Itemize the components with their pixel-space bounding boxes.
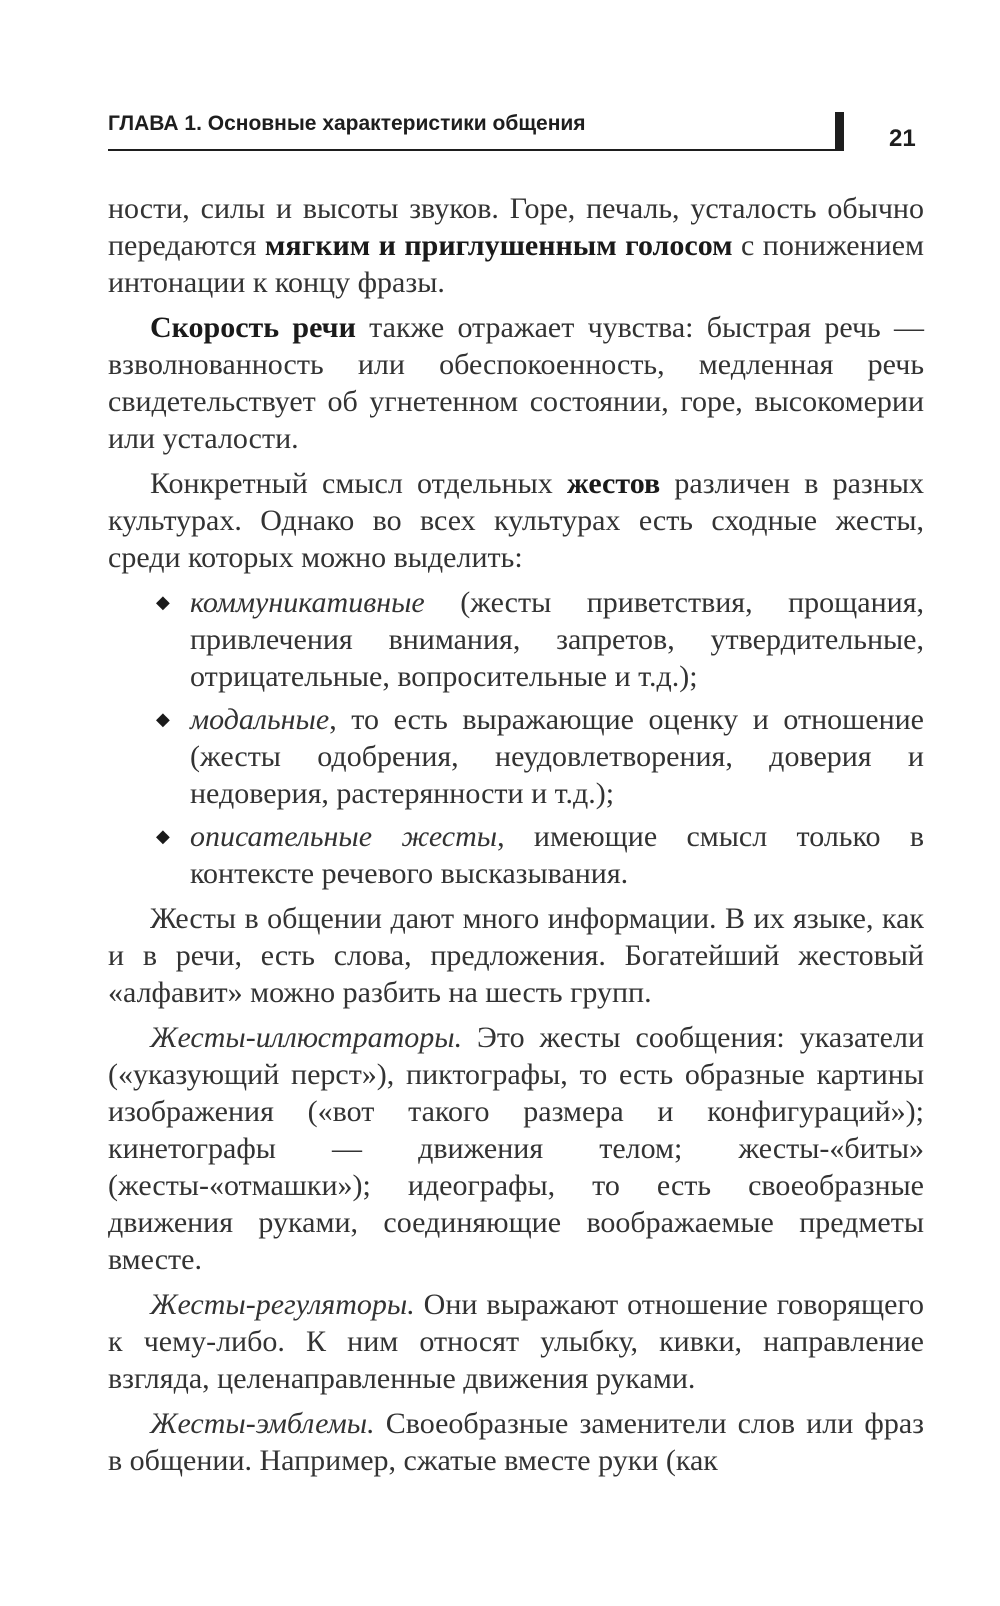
text-run: Жесты в общении дают много информации. В их языке, как и в речи, есть слова, предложения. Богатейший жестовый «алфавит» можно разбить на шесть групп. <box>108 902 924 1009</box>
gesture-types-list <box>108 584 924 892</box>
diamond-bullet-icon: ◆ <box>156 709 170 729</box>
italic-term: коммуникативные <box>190 586 425 619</box>
list-item <box>108 584 924 695</box>
italic-term: Жесты-эмблемы. <box>150 1407 375 1440</box>
paragraph-illustrators <box>108 1019 924 1278</box>
text-run: различен в разных культурах. Однако во всех культурах есть сходные жесты, среди которых можно выделить: <box>108 467 924 574</box>
text-run: также отражает чувства: быстрая речь — взволнованность или обеспокоенность, медленная речь свидетельствует об угнетенном состоянии, горе, высокомерии или усталости. <box>108 311 924 455</box>
paragraph-gestures-intro <box>108 465 924 576</box>
text-run: с понижением интонации к концу фразы. <box>108 229 924 299</box>
bold-term: жестов <box>567 467 661 500</box>
italic-term: Жесты-иллюстраторы. <box>150 1021 463 1054</box>
text-run: ности, силы и высоты звуков. Горе, печаль, усталость обычно передаются <box>108 192 924 262</box>
text-run: Они выражают отношение говорящего к чему-либо. К ним относят улыбку, кивки, направление взгляда, целенаправленные движения руками. <box>108 1288 924 1395</box>
diamond-bullet-icon: ◆ <box>156 592 170 612</box>
paragraph-gesture-info <box>108 900 924 1011</box>
text-run: (жесты приветствия, прощания, привлечения внимания, запретов, утвердительные, отрицательные, вопросительные и т.д.); <box>190 586 924 693</box>
header-marker <box>835 112 844 151</box>
text-run: Своеобразные заменители слов или фраз в общении. Например, сжатые вместе руки (как <box>108 1407 924 1477</box>
running-header <box>108 112 924 162</box>
italic-term: модальные <box>190 703 330 736</box>
bold-term: мягким и приглушенным голосом <box>264 229 733 262</box>
header-rule <box>108 149 835 151</box>
list-item <box>108 701 924 812</box>
paragraph-speech-rate <box>108 309 924 457</box>
text-run: , имеющие смысл только в контексте речевого высказывания. <box>190 820 925 890</box>
page-number: 21 <box>889 125 916 152</box>
paragraph-emblems <box>108 1405 924 1479</box>
text-run: Это жесты сообщения: указатели («указующий перст»), пиктографы, то есть образные картины изображения («вот такого размера и конфигураций»); кинетографы — движения телом; жесты-«биты» (жесты-«отмашки»); идеографы, то есть своеобразные движения руками, соединяющие воображаемые предметы вместе. <box>108 1021 924 1276</box>
chapter-title: ГЛАВА 1. Основные характеристики общения <box>108 112 586 135</box>
bold-term: Скорость речи <box>150 311 356 344</box>
paragraph-regulators <box>108 1286 924 1397</box>
text-run: , то есть выражающие оценку и отношение (жесты одобрения, неудовлетворения, доверия и недоверия, растерянности и т.д.); <box>190 703 924 810</box>
body-text <box>108 190 924 1487</box>
diamond-bullet-icon: ◆ <box>156 826 170 846</box>
italic-term: описательные жесты <box>190 820 498 853</box>
list-item <box>108 818 924 892</box>
italic-term: Жесты-регуляторы. <box>150 1288 415 1321</box>
paragraph-voice <box>108 190 924 301</box>
text-run: Конкретный смысл отдельных <box>150 467 567 500</box>
